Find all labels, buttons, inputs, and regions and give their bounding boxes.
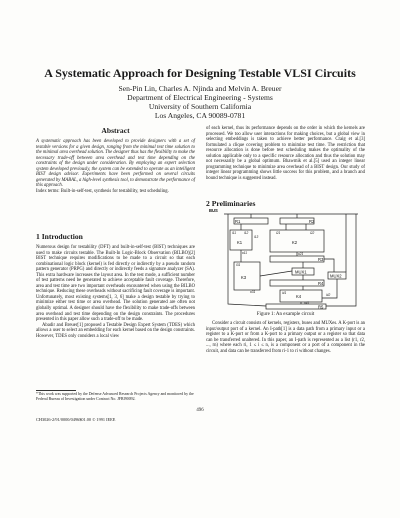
port-i31: i31 <box>236 263 241 267</box>
kernel-k2-label: K2 <box>292 240 298 245</box>
author-city: Los Angeles, CA 90089-0781 <box>154 111 246 120</box>
figure-caption: Figure 1: An example circuit <box>256 312 315 317</box>
preliminaries-heading: 2 Preliminaries <box>206 199 256 208</box>
introduction-paragraph-1: Numerous design for testability (DFT) and built-in-self-test (BIST) techniques are used to make circuits testable. The Built-In Logic-Block Observation (BILBO)[2] BIST technique requires modifications to be made to a circuit so that each combinational logic block (kernel) is fed directly or indirectly by a pseudo random pattern generator (PRPG) and directly or indirectly feeds a signature analyzer (SA). This extra hardware increases the layout area. In the test mode, a sufficient number of test patterns need be generated to achieve acceptable fault coverage. Therefore, area and test time are two important overheads encountered when using the BILBO technique. Reducing these overheads without sacrificing fault coverage is important. Unfortunately, most existing systems[1, 3, 6] make a design testable by trying to minimize either test time or area overhead. The solution generated are often not globally optimal. A designer should have the flexibility to make trade-offs between area overhead and test time depending on the design constraints. The procedures presented in this paper allow such a trade-off to be made. <box>36 245 195 323</box>
register-r4-label: R4 <box>318 281 324 286</box>
mux-2-label: MUX2 <box>330 273 342 279</box>
author-block <box>0 84 400 120</box>
port-o11: o11 <box>242 251 248 255</box>
footnote: *This work was supported by the Defense Advanced Research Projects Agency and monitored by the Federal Bureau of Investigation under Contract No. JFBI90092. <box>36 392 194 401</box>
register-r2-label: R2 <box>309 219 315 224</box>
register-r5-label: R5 <box>318 304 324 310</box>
register-r1-label: R1 <box>235 219 241 224</box>
abstract-body: A systematic approach has been developed to provide designers with a set of testable versions for a given design, ranging from the minimal test time solution to the minimal area overhead solution. The designer thus has the flexibility to make the necessary trade-off between area overhead and test time depending on the constraints of the design under consideration. By employing an expert selection system developed previously, the system can be extended to operate as an intelligent BIST design advisor. Experiments have been performed on several circuits generated by MABAL, a high-level synthesis tool, to demonstrate the performance of this approach. <box>36 139 195 189</box>
example-circuit-figure <box>206 208 365 311</box>
port-i21: i21 <box>276 231 281 235</box>
footnote-rule <box>36 390 76 391</box>
register-r5 <box>266 304 326 309</box>
right-column-paragraph-1: of each kernel, thus its performance depends on the order in which the kernels are processed. We too allow user interactions for making choices, but a global view in selecting embeddings is taken to achieve better performance. Craig et al.[3] formulated a clique covering problem to minimize test time. The restriction that resource allocation is done before test scheduling makes the optimality of the solution applicable only to a specific resource allocation and thus the solution may not necessarily be a global optimum. Bhawmik et al.[5] used an integer linear programming technique to minimize area overhead of a BIST design. Our study of integer linear programming shows little success for this problem, and a branch and bound technique is suggested instead. <box>206 126 365 181</box>
port-i11: i11 <box>232 231 237 235</box>
register-r3-label: R3 <box>318 257 324 262</box>
author-department: Department of Electrical Engineering - Systems <box>127 93 273 102</box>
author-university: University of Southern California <box>148 102 252 111</box>
register-r4 <box>270 280 324 286</box>
right-column-paragraph-2: Consider a circuit consists of kernels, registers, buses and MUXes. A K-port is an input/output port of a kernel. An I-path[1] is a data path from a primary input or a register to a K-port or from a K-port to a primary output or a register so that data can be transferred unaltered. In this paper, an I-path is represented as a list (r1, r2, ..., rn) where each ri, 1 ≤ i ≤ n, is a component or a port of a component in the circuit, and data can be transferred from ri-1 to ri without changes. <box>206 321 365 354</box>
port-i13: i13 <box>254 235 259 239</box>
abstract-heading: Abstract <box>101 126 130 135</box>
register-r3 <box>270 256 324 262</box>
port-i12: i12 <box>244 231 249 235</box>
author-names: Sen-Pin Lin, Charles A. Njinda and Melvin A. Breuer <box>118 84 282 93</box>
introduction-paragraph-2: Abadir and Breuer[1] proposed a Testable Design Expert System (TDES) which allows a user to select an embedding for each kernel based on the design constraints. However, TDES only considers a local view <box>36 322 195 339</box>
bus-label: BUS <box>209 208 218 213</box>
kernel-k1-label: K1 <box>237 240 243 245</box>
footer-code: CH3026-2/91/0000/0496$01.00 © 1991 IEEE <box>36 417 116 422</box>
index-terms: Index terms: Built-in-self-test, synthesis for testability, test scheduling. <box>36 188 169 194</box>
abstract-section <box>36 126 195 194</box>
port-o31: o31 <box>250 290 256 294</box>
introduction-section <box>36 232 195 339</box>
port-o21: o21 <box>298 252 304 256</box>
mux-1-label: MUX1 <box>295 269 307 275</box>
kernel-k4-label: K4 <box>296 294 302 299</box>
port-i42: i42 <box>326 293 331 297</box>
port-i41: i41 <box>282 291 287 295</box>
paper-title: A Systematic Approach for Designing Testable VLSI Circuits <box>44 66 356 80</box>
port-i22: i22 <box>310 231 315 235</box>
page-number: 496 <box>196 408 204 413</box>
introduction-heading: 1 Introduction <box>36 232 83 241</box>
kernel-k3-label: K3 <box>241 275 247 280</box>
port-o41: o41 <box>304 301 310 305</box>
